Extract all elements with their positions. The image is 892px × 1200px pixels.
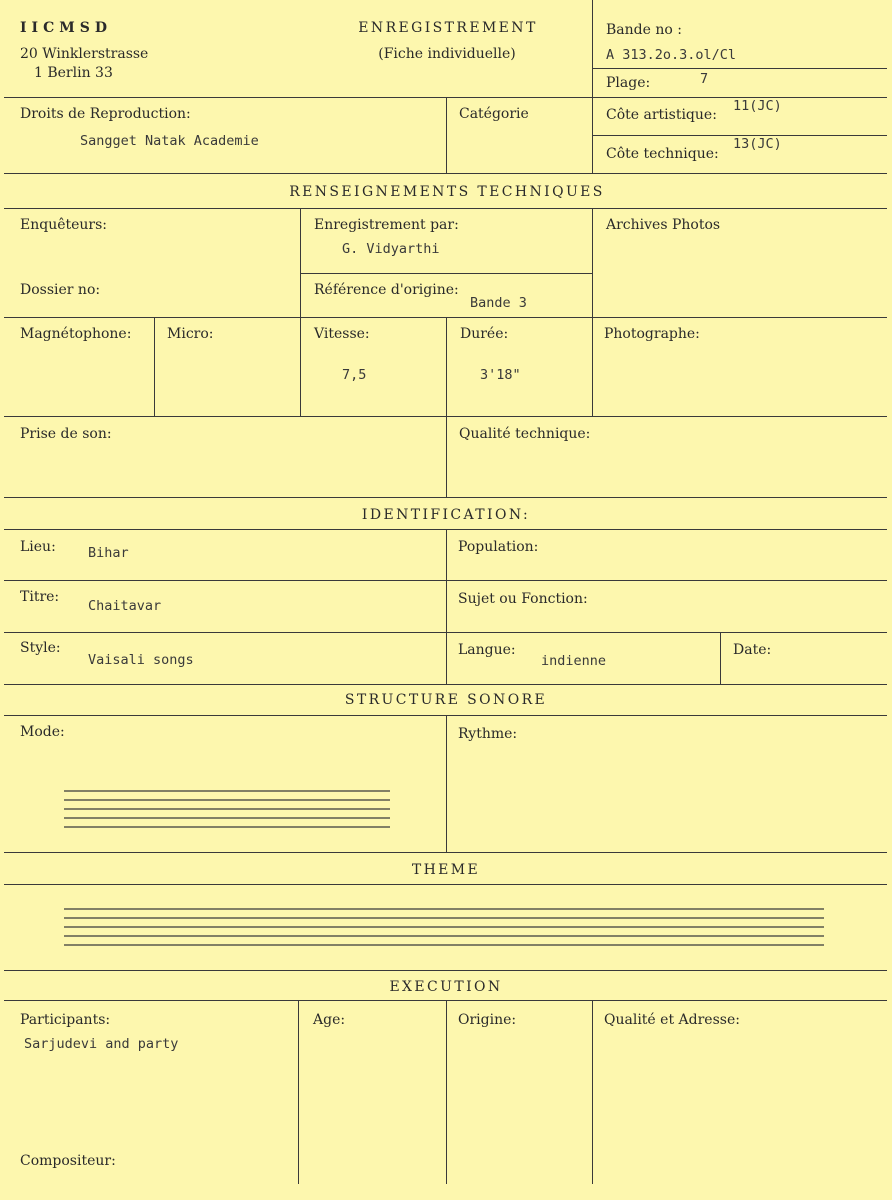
droits-value: Sangget Natak Academie [80, 133, 259, 149]
origine-label: Origine: [458, 1012, 517, 1028]
photographe-label: Photographe: [604, 326, 700, 342]
plage-label: Plage: [606, 75, 651, 91]
rule [446, 1000, 447, 1184]
section-heading-identification: IDENTIFICATION: [361, 507, 531, 523]
lieu-label: Lieu: [20, 539, 56, 555]
rule [154, 317, 155, 416]
rule [4, 684, 887, 685]
prise-de-son-label: Prise de son: [20, 426, 112, 442]
mode-music-staff [64, 786, 392, 832]
rule [592, 68, 887, 69]
sujet-fonction-label: Sujet ou Fonction: [458, 591, 588, 607]
lieu-value: Bihar [88, 545, 129, 561]
section-heading-execution: EXECUTION [389, 979, 503, 995]
compositeur-label: Compositeur: [20, 1153, 116, 1169]
theme-music-staff [64, 904, 826, 950]
plage-value: 7 [700, 71, 709, 87]
rule [300, 208, 301, 416]
enregistrement-par-label: Enregistrement par: [314, 217, 459, 233]
rule [720, 632, 721, 684]
vitesse-label: Vitesse: [314, 326, 370, 342]
droits-label: Droits de Reproduction: [20, 106, 191, 122]
langue-value: indienne [541, 653, 607, 669]
titre-value: Chaitavar [88, 598, 162, 614]
age-label: Age: [313, 1012, 346, 1028]
rule [4, 852, 887, 853]
style-value: Vaisali songs [88, 652, 194, 668]
style-label: Style: [20, 640, 61, 656]
population-label: Population: [458, 539, 539, 555]
rule [4, 970, 887, 971]
rule [592, 208, 593, 416]
categorie-label: Catégorie [459, 106, 529, 122]
address-line-1: 20 Winklerstrasse [20, 46, 149, 62]
section-heading-technique: RENSEIGNEMENTS TECHNIQUES [289, 184, 605, 200]
titre-label: Titre: [20, 589, 60, 605]
rythme-label: Rythme: [458, 726, 518, 742]
rule [300, 273, 592, 274]
rule [446, 715, 447, 852]
dossier-label: Dossier no: [20, 282, 101, 298]
enregistrement-par-value: G. Vidyarthi [342, 241, 440, 257]
rule [446, 97, 447, 174]
rule [592, 0, 593, 174]
archives-photos-label: Archives Photos [606, 217, 721, 233]
section-heading-structure: STRUCTURE SONORE [344, 692, 548, 708]
org-logo: IICMSD [20, 20, 112, 36]
participants-value: Sarjudevi and party [24, 1036, 179, 1052]
duree-value: 3'18" [480, 367, 521, 383]
rule [592, 1000, 593, 1184]
qualite-technique-label: Qualité technique: [459, 426, 591, 442]
micro-label: Micro: [167, 326, 214, 342]
enqueteurs-label: Enquêteurs: [20, 217, 108, 233]
address-line-2: 1 Berlin 33 [34, 65, 113, 81]
cote-artistique-label: Côte artistique: [606, 107, 717, 123]
rule [4, 884, 887, 885]
magnetophone-label: Magnétophone: [20, 326, 132, 342]
vitesse-value: 7,5 [342, 367, 367, 383]
card-title: ENREGISTREMENT [358, 20, 538, 36]
rule [4, 208, 887, 209]
card-subtitle: (Fiche individuelle) [378, 46, 516, 62]
mode-label: Mode: [20, 724, 65, 740]
participants-label: Participants: [20, 1012, 111, 1028]
cote-artistique-value: 11(JC) [733, 98, 782, 114]
cote-technique-label: Côte technique: [606, 146, 719, 162]
section-heading-theme: THEME [411, 862, 481, 878]
qualite-adresse-label: Qualité et Adresse: [604, 1012, 740, 1028]
bande-label: Bande no : [606, 22, 682, 38]
rule [446, 317, 447, 498]
reference-origine-label: Référence d'origine: [314, 282, 459, 298]
duree-label: Durée: [460, 326, 509, 342]
bande-value: A 313.2o.3.ol/Cl [606, 47, 737, 63]
reference-origine-value: Bande 3 [470, 295, 527, 311]
langue-label: Langue: [458, 642, 516, 658]
rule [446, 529, 447, 684]
cote-technique-value: 13(JC) [733, 136, 782, 152]
date-label: Date: [733, 642, 772, 658]
rule [298, 1000, 299, 1184]
